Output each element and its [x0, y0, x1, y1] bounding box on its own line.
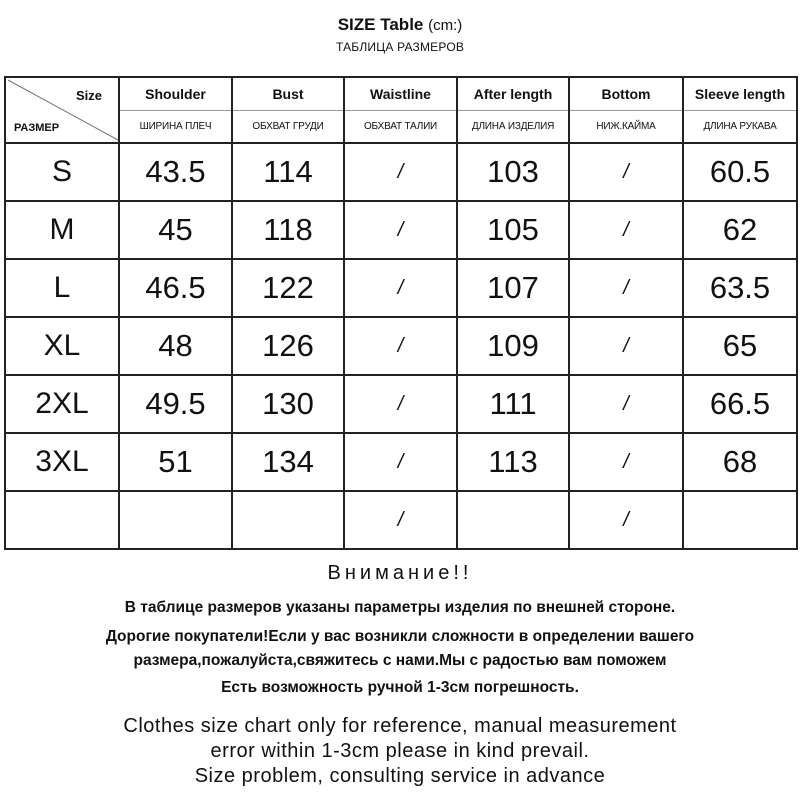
bust-cell: 114 [232, 143, 344, 201]
table-row [5, 201, 797, 259]
sleeve-cell: 63.5 [683, 259, 797, 317]
length-cell: 103 [457, 143, 569, 201]
length-cell [457, 491, 569, 549]
page-header [0, 14, 800, 55]
corner-header-cell [5, 77, 119, 143]
bottom-cell: / [569, 201, 683, 259]
size-cell: XL [5, 317, 119, 375]
notice-text-en-block [0, 714, 800, 789]
header-label: After length [458, 78, 568, 111]
notice-text-en: Clothes size chart only for reference, manual measurement [123, 715, 677, 737]
length-cell: 105 [457, 201, 569, 259]
shoulder-cell: 43.5 [119, 143, 232, 201]
bust-cell: 134 [232, 433, 344, 491]
table-header-row [5, 77, 797, 143]
waist-cell: / [344, 317, 457, 375]
header-bust [232, 77, 344, 143]
page-title: SIZE Table [337, 15, 424, 34]
notice-text-en: Size problem, consulting service in advance [194, 765, 606, 787]
header-label: Sleeve length [684, 78, 796, 111]
sleeve-cell: 66.5 [683, 375, 797, 433]
table-row [5, 259, 797, 317]
bottom-cell: / [569, 143, 683, 201]
length-cell: 107 [457, 259, 569, 317]
waist-cell: / [344, 433, 457, 491]
size-cell: 2XL [5, 375, 119, 433]
page-title-line [0, 14, 800, 37]
header-label: Bust [233, 78, 343, 111]
notice-text-ru: Есть возможность ручной 1-3cм погрешность. [221, 679, 579, 696]
length-cell: 113 [457, 433, 569, 491]
size-cell [5, 491, 119, 549]
shoulder-cell [119, 491, 232, 549]
notice-title: Внимание!! [327, 562, 473, 584]
table-row [5, 491, 797, 549]
header-label-ru: ШИРИНА ПЛЕЧ [139, 120, 212, 132]
bust-cell: 118 [232, 201, 344, 259]
bust-cell: 130 [232, 375, 344, 433]
size-table [4, 76, 798, 550]
corner-size-label: Size [75, 88, 102, 103]
header-label-ru: ОБХВАТ ГРУДИ [252, 120, 324, 132]
header-label: Shoulder [120, 78, 231, 111]
size-cell: M [5, 201, 119, 259]
header-label-ru: ОБХВАТ ТАЛИИ [363, 120, 438, 132]
notice-text-ru: Дорогие покупатели!Если у вас возникли сложности в определении вашего [105, 628, 695, 645]
waist-cell: / [344, 491, 457, 549]
sleeve-cell [683, 491, 797, 549]
size-cell: S [5, 143, 119, 201]
table-row [5, 433, 797, 491]
shoulder-cell: 49.5 [119, 375, 232, 433]
header-bottom [569, 77, 683, 143]
page-subtitle: ТАБЛИЦА РАЗМЕРОВ [335, 40, 465, 54]
bottom-cell: / [569, 375, 683, 433]
sleeve-cell: 65 [683, 317, 797, 375]
corner-size-label-ru: РАЗМЕР [14, 122, 60, 134]
header-waistline [344, 77, 457, 143]
bottom-cell: / [569, 317, 683, 375]
bust-cell: 126 [232, 317, 344, 375]
bottom-cell: / [569, 491, 683, 549]
bottom-cell: / [569, 259, 683, 317]
waist-cell: / [344, 143, 457, 201]
notice-text-ru: размера,пожалуйста,свяжитесь с нами.Мы с радостью вам поможем [133, 652, 667, 669]
header-label: Bottom [570, 78, 682, 111]
sleeve-cell: 60.5 [683, 143, 797, 201]
table-row [5, 375, 797, 433]
header-sleeve-length [683, 77, 797, 143]
waist-cell: / [344, 201, 457, 259]
bust-cell [232, 491, 344, 549]
header-after-length [457, 77, 569, 143]
table-row [5, 143, 797, 201]
shoulder-cell: 48 [119, 317, 232, 375]
shoulder-cell: 45 [119, 201, 232, 259]
length-cell: 111 [457, 375, 569, 433]
header-label-ru: НИЖ.КАЙМА [596, 120, 656, 132]
header-shoulder [119, 77, 232, 143]
size-cell: L [5, 259, 119, 317]
length-cell: 109 [457, 317, 569, 375]
table-row [5, 317, 797, 375]
size-cell: 3XL [5, 433, 119, 491]
notice-text-en: error within 1-3cm please in kind prevail. [210, 740, 590, 762]
header-label-ru: ДЛИНА ИЗДЕЛИЯ [471, 120, 555, 132]
shoulder-cell: 46.5 [119, 259, 232, 317]
bust-cell: 122 [232, 259, 344, 317]
header-label: Waistline [345, 78, 456, 111]
bottom-cell: / [569, 433, 683, 491]
unit-label: (cm:) [428, 17, 463, 34]
shoulder-cell: 51 [119, 433, 232, 491]
header-label-ru: ДЛИНА РУКАВА [703, 120, 777, 132]
notice-text-ru: В таблице размеров указаны параметры изделия по внешней стороне. [124, 599, 676, 616]
sleeve-cell: 68 [683, 433, 797, 491]
notice-text-ru-block [0, 625, 800, 673]
waist-cell: / [344, 375, 457, 433]
waist-cell: / [344, 259, 457, 317]
sleeve-cell: 62 [683, 201, 797, 259]
